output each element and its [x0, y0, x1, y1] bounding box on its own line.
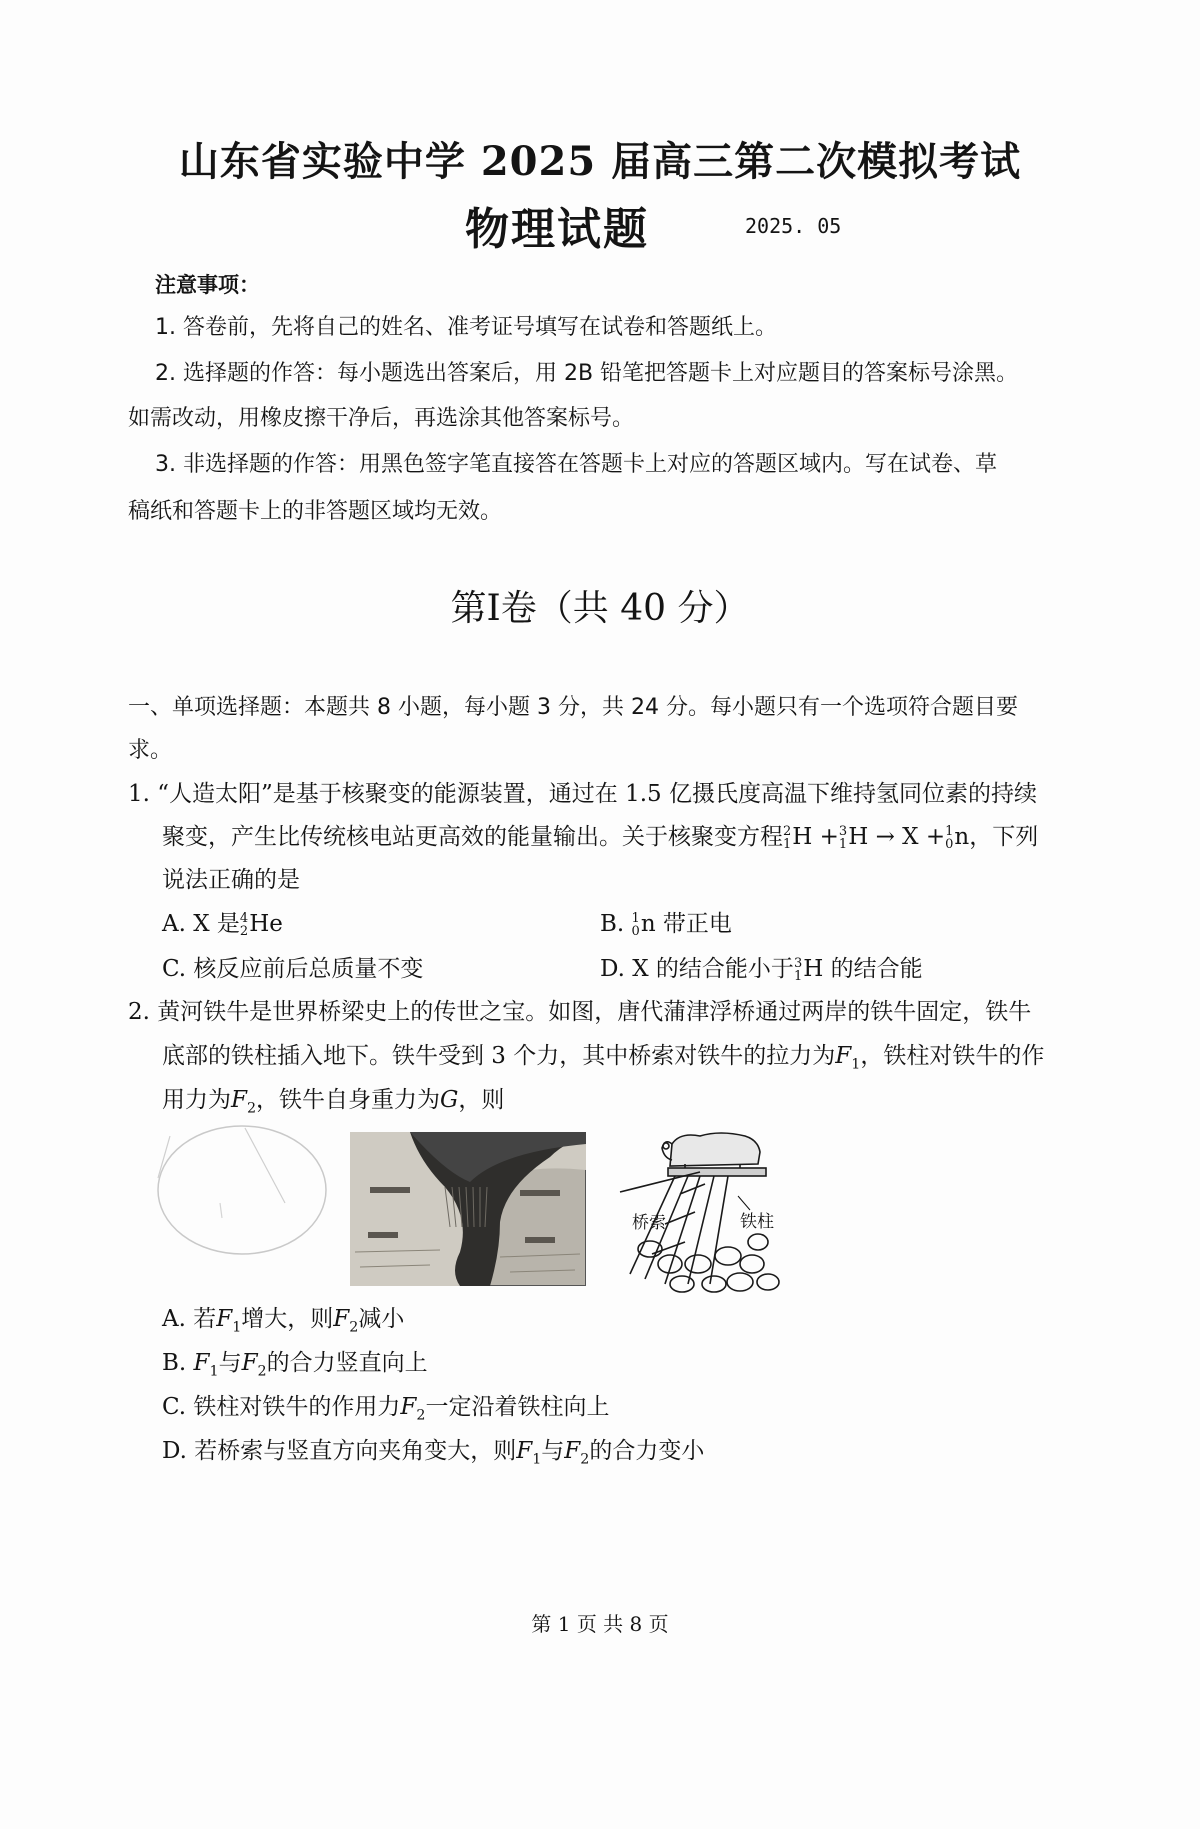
notice-heading: 注意事项： [155, 273, 260, 297]
q2-option-b: B. $F_1$与$F_2$的合力竖直向上 [162, 1350, 428, 1380]
exam-title: 山东省实验中学 2025 届高三第二次模拟考试 [178, 138, 1022, 185]
notice-item-1: 1. 答卷前，先将自己的姓名、准考证号填写在试卷和答题纸上。 [155, 315, 777, 340]
q1-line2: 聚变，产生比传统核电站更高效的能量输出。关于核聚变方程 2 1 H + 3 1 H → X + 1 0 n，下列 [162, 824, 1039, 852]
q1-option-d: D. X 的结合能小于 3 1 H 的结合能 [600, 956, 923, 984]
section-title: 第Ⅰ卷（共 40 分） [450, 588, 750, 629]
exam-date: 2025. 05 [745, 214, 842, 238]
faint-circle-sketch [150, 1118, 330, 1258]
label-cable: 桥索 [632, 1213, 666, 1233]
label-pillar: 铁柱 [740, 1212, 774, 1232]
q2-line2: 底部的铁柱插入地下。铁牛受到 3 个力，其中桥索对铁牛的拉力为$F_1$，铁柱对铁牛的作 [162, 1043, 1045, 1073]
q1-option-a: A. X 是 4 2 He [162, 911, 283, 939]
page-footer: 第 1 页 共 8 页 [531, 1612, 669, 1636]
notice-item-3-line1: 3. 非选择题的作答：用黑色签字笔直接答在答题卡上对应的答题区域内。写在试卷、草 [155, 452, 997, 477]
iron-ox-diagram [610, 1124, 790, 1296]
fusion-equation: 2 1 H + 3 1 H → X + 1 0 n [783, 824, 970, 852]
q1-option-c: C. 核反应前后总质量不变 [162, 956, 424, 982]
notice-item-2-line2: 如需改动，用橡皮擦干净后，再选涂其他答案标号。 [128, 406, 635, 431]
q1-line1: 1. “人造太阳”是基于核聚变的能源装置，通过在 1.5 亿摄氏度高温下维持氢同位素的持续 [128, 781, 1037, 807]
part1-instruction-line1: 一、单项选择题：本题共 8 小题，每小题 3 分，共 24 分。每小题只有一个选项符合题目要 [128, 695, 1018, 720]
pontoon-bridge-painting [350, 1132, 586, 1286]
q2-line1: 2. 黄河铁牛是世界桥梁史上的传世之宝。如图，唐代蒲津浮桥通过两岸的铁牛固定，铁牛 [128, 999, 1032, 1025]
notice-item-3-line2: 稿纸和答题卡上的非答题区域均无效。 [128, 499, 503, 524]
q2-option-d: D. 若桥索与竖直方向夹角变大，则$F_1$与$F_2$的合力变小 [162, 1438, 705, 1468]
part1-instruction-line2: 求。 [128, 738, 173, 763]
q2-option-a: A. 若$F_1$增大，则$F_2$减小 [162, 1306, 405, 1336]
q1-line3: 说法正确的是 [162, 867, 300, 893]
q2-option-c: C. 铁柱对铁牛的作用力$F_2$一定沿着铁柱向上 [162, 1394, 610, 1424]
q1-option-b: B. 1 0 n 带正电 [600, 911, 732, 939]
subject-title: 物理试题 [465, 204, 649, 255]
q2-line3: 用力为$F_2$，铁牛自身重力为G，则 [162, 1087, 505, 1117]
notice-item-2-line1: 2. 选择题的作答：每小题选出答案后，用 2B 铅笔把答题卡上对应题目的答案标号涂黑。 [155, 361, 1019, 386]
